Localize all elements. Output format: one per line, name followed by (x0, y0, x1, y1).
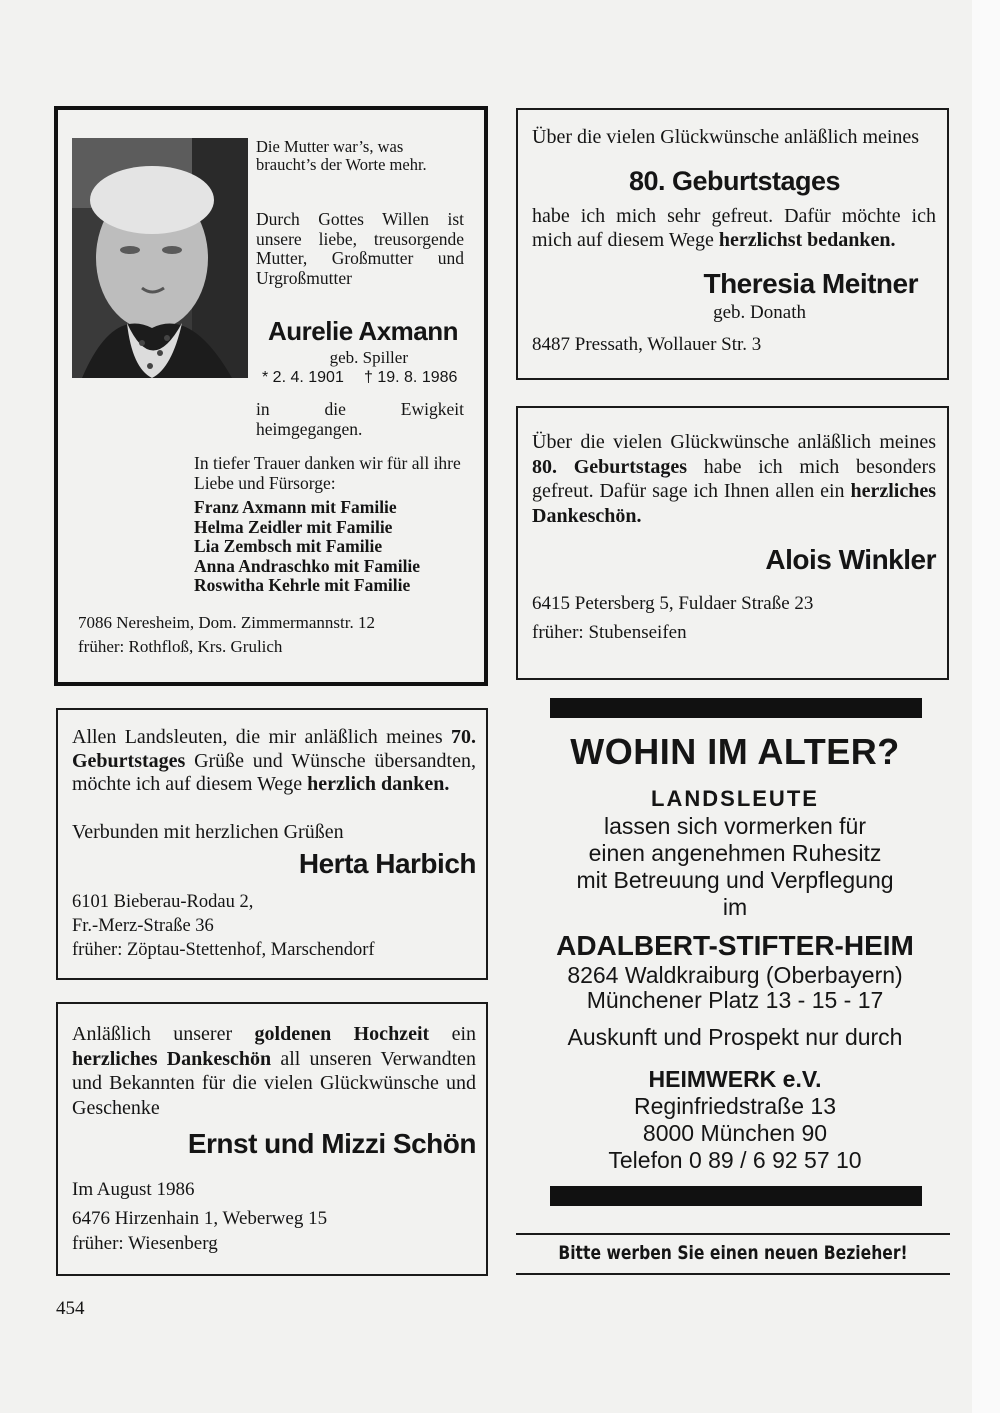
harbich-text-1: Allen Landsleuten, die mir anläßlich meines (72, 726, 443, 748)
harbich-text-2: Grüße und Wünsche übersandten, möchte ich auf diesem Wege (72, 749, 476, 795)
meitner-body-text: habe ich mich sehr gefreut. Dafür möchte ich mich auf diesem Wege (532, 205, 936, 251)
meitner-notice (516, 108, 949, 380)
schoen-anniversary: goldenen Hochzeit (254, 1023, 430, 1045)
schoen-text-2: ein (451, 1023, 476, 1045)
obituary-passed: in die Ewigkeit heimgegangen. (256, 399, 464, 439)
winkler-birthday: 80. Geburtstages (532, 455, 688, 478)
home-city: 8264 Waldkraiburg (Oberbayern) (567, 962, 903, 988)
advert-line: einen angenehmen Ruhesitz (588, 840, 882, 866)
advert-top-bar (550, 698, 922, 718)
mourner: Anna Andraschko mit Familie (194, 555, 421, 576)
date-of-birth: * 2. 4. 1901 (262, 369, 344, 386)
winkler-body (532, 430, 936, 528)
advert-headline: WOHIN IM ALTER? (570, 731, 900, 772)
schoen-name: Ernst und Mizzi Schön (187, 1128, 476, 1159)
meitner-body-bold: herzlichst bedanken. (718, 229, 896, 251)
meitner-maiden-name: geb. Donath (713, 302, 806, 323)
advert-bottom-bar (550, 1186, 922, 1206)
schoen-thanks: herzliches Dankeschön (72, 1047, 272, 1070)
schoen-text-3: all unseren Verwandten und Bekannten für die vielen Glückwünsche und Geschenke (72, 1047, 477, 1119)
meitner-intro: Über die vielen Glückwünsche anläßlich meines (532, 126, 920, 148)
meitner-name: Theresia Meitner (703, 268, 918, 299)
mourner: Lia Zembsch mit Familie (194, 536, 383, 556)
winkler-thanks: herzliches Dankeschön. (532, 480, 936, 527)
harbich-greeting: Verbunden mit herzlichen Grüßen (72, 821, 344, 843)
harbich-address-1: 6101 Bieberau-Rodau 2, (72, 892, 254, 912)
harbich-former-address: früher: Zöptau-Stettenhof, Marschendorf (72, 940, 375, 960)
winkler-name: Alois Winkler (765, 544, 936, 575)
retirement-home-advert (520, 690, 950, 1220)
schoen-date: Im August 1986 (72, 1179, 195, 1200)
schoen-former-address: früher: Wiesenberg (72, 1233, 218, 1254)
schoen-text-1: Anläßlich unserer (72, 1023, 233, 1045)
slogan-top-rule (516, 1233, 950, 1235)
schoen-notice (56, 1002, 488, 1276)
mourner: Helma Zeidler mit Familie (194, 516, 393, 537)
winkler-text-1: Über die vielen Glückwünsche anläßlich meines (532, 431, 936, 453)
mourner: Franz Axmann mit Familie (194, 497, 397, 517)
portrait-image (72, 138, 248, 378)
harbich-notice (56, 708, 488, 980)
obituary-former-address: früher: Rothfloß, Krs. Grulich (78, 637, 283, 656)
meitner-address: 8487 Pressath, Wollauer Str. 3 (532, 334, 762, 355)
advert-line: im (722, 894, 748, 920)
harbich-birthday: 70. Geburtstages (72, 726, 476, 772)
obituary-quote: Die Mutter war’s, was braucht’s der Worte mehr. (256, 137, 427, 174)
mourner: Roswitha Kehrle mit Familie (194, 575, 411, 595)
obituary-intro: Durch Gottes Willen ist unsere liebe, treusorgende Mutter, Großmutter und Urgroßmutter (256, 209, 464, 288)
advert-landsleute: LANDSLEUTE (651, 786, 819, 811)
advert-info: Auskunft und Prospekt nur durch (567, 1024, 903, 1050)
winkler-notice (516, 406, 949, 680)
mourners-list (194, 498, 484, 596)
harbich-name: Herta Harbich (298, 848, 476, 879)
page-number: 454 (56, 1298, 85, 1319)
org-phone: Telefon 0 89 / 6 92 57 10 (608, 1147, 862, 1173)
home-name: ADALBERT-STIFTER-HEIM (556, 930, 914, 961)
org-city: 8000 München 90 (642, 1120, 828, 1146)
org-name: HEIMWERK e.V. (648, 1066, 822, 1092)
advert-line: lassen sich vormerken für (603, 813, 867, 839)
home-street: Münchener Platz 13 - 15 - 17 (586, 987, 884, 1013)
subscriber-slogan: Bitte werben Sie einen neuen Bezieher! (558, 1242, 908, 1264)
harbich-body (72, 726, 476, 797)
schoen-address: 6476 Hirzenhain 1, Weberweg 15 (72, 1208, 328, 1229)
schoen-body (72, 1022, 476, 1120)
portrait-photo (72, 138, 248, 378)
obituary-address: 7086 Neresheim, Dom. Zimmermannstr. 12 (78, 613, 375, 632)
meitner-birthday: 80. Geburtstages (628, 166, 841, 196)
page-edge (972, 0, 1000, 1413)
winkler-address: 6415 Petersberg 5, Fuldaer Straße 23 (532, 593, 814, 614)
date-of-death: † 19. 8. 1986 (364, 369, 458, 386)
harbich-thanks: herzlich danken. (307, 773, 450, 795)
mourning-text: In tiefer Trauer danken wir für all ihre Liebe und Fürsorge: (194, 453, 461, 493)
deceased-name: Aurelie Axmann (268, 316, 458, 346)
advert-line: mit Betreuung und Verpflegung (576, 867, 894, 893)
obituary-notice (54, 106, 488, 686)
winkler-former-address: früher: Stubenseifen (532, 622, 687, 643)
deceased-maiden-name: geb. Spiller (329, 348, 408, 367)
winkler-text-2: habe ich mich besonders gefreut. Dafür sage ich Ihnen allen ein (532, 455, 936, 502)
slogan-bottom-rule (516, 1273, 950, 1275)
org-street: Reginfriedstraße 13 (634, 1093, 836, 1119)
harbich-address-2: Fr.-Merz-Straße 36 (72, 916, 214, 936)
meitner-body (532, 204, 936, 252)
